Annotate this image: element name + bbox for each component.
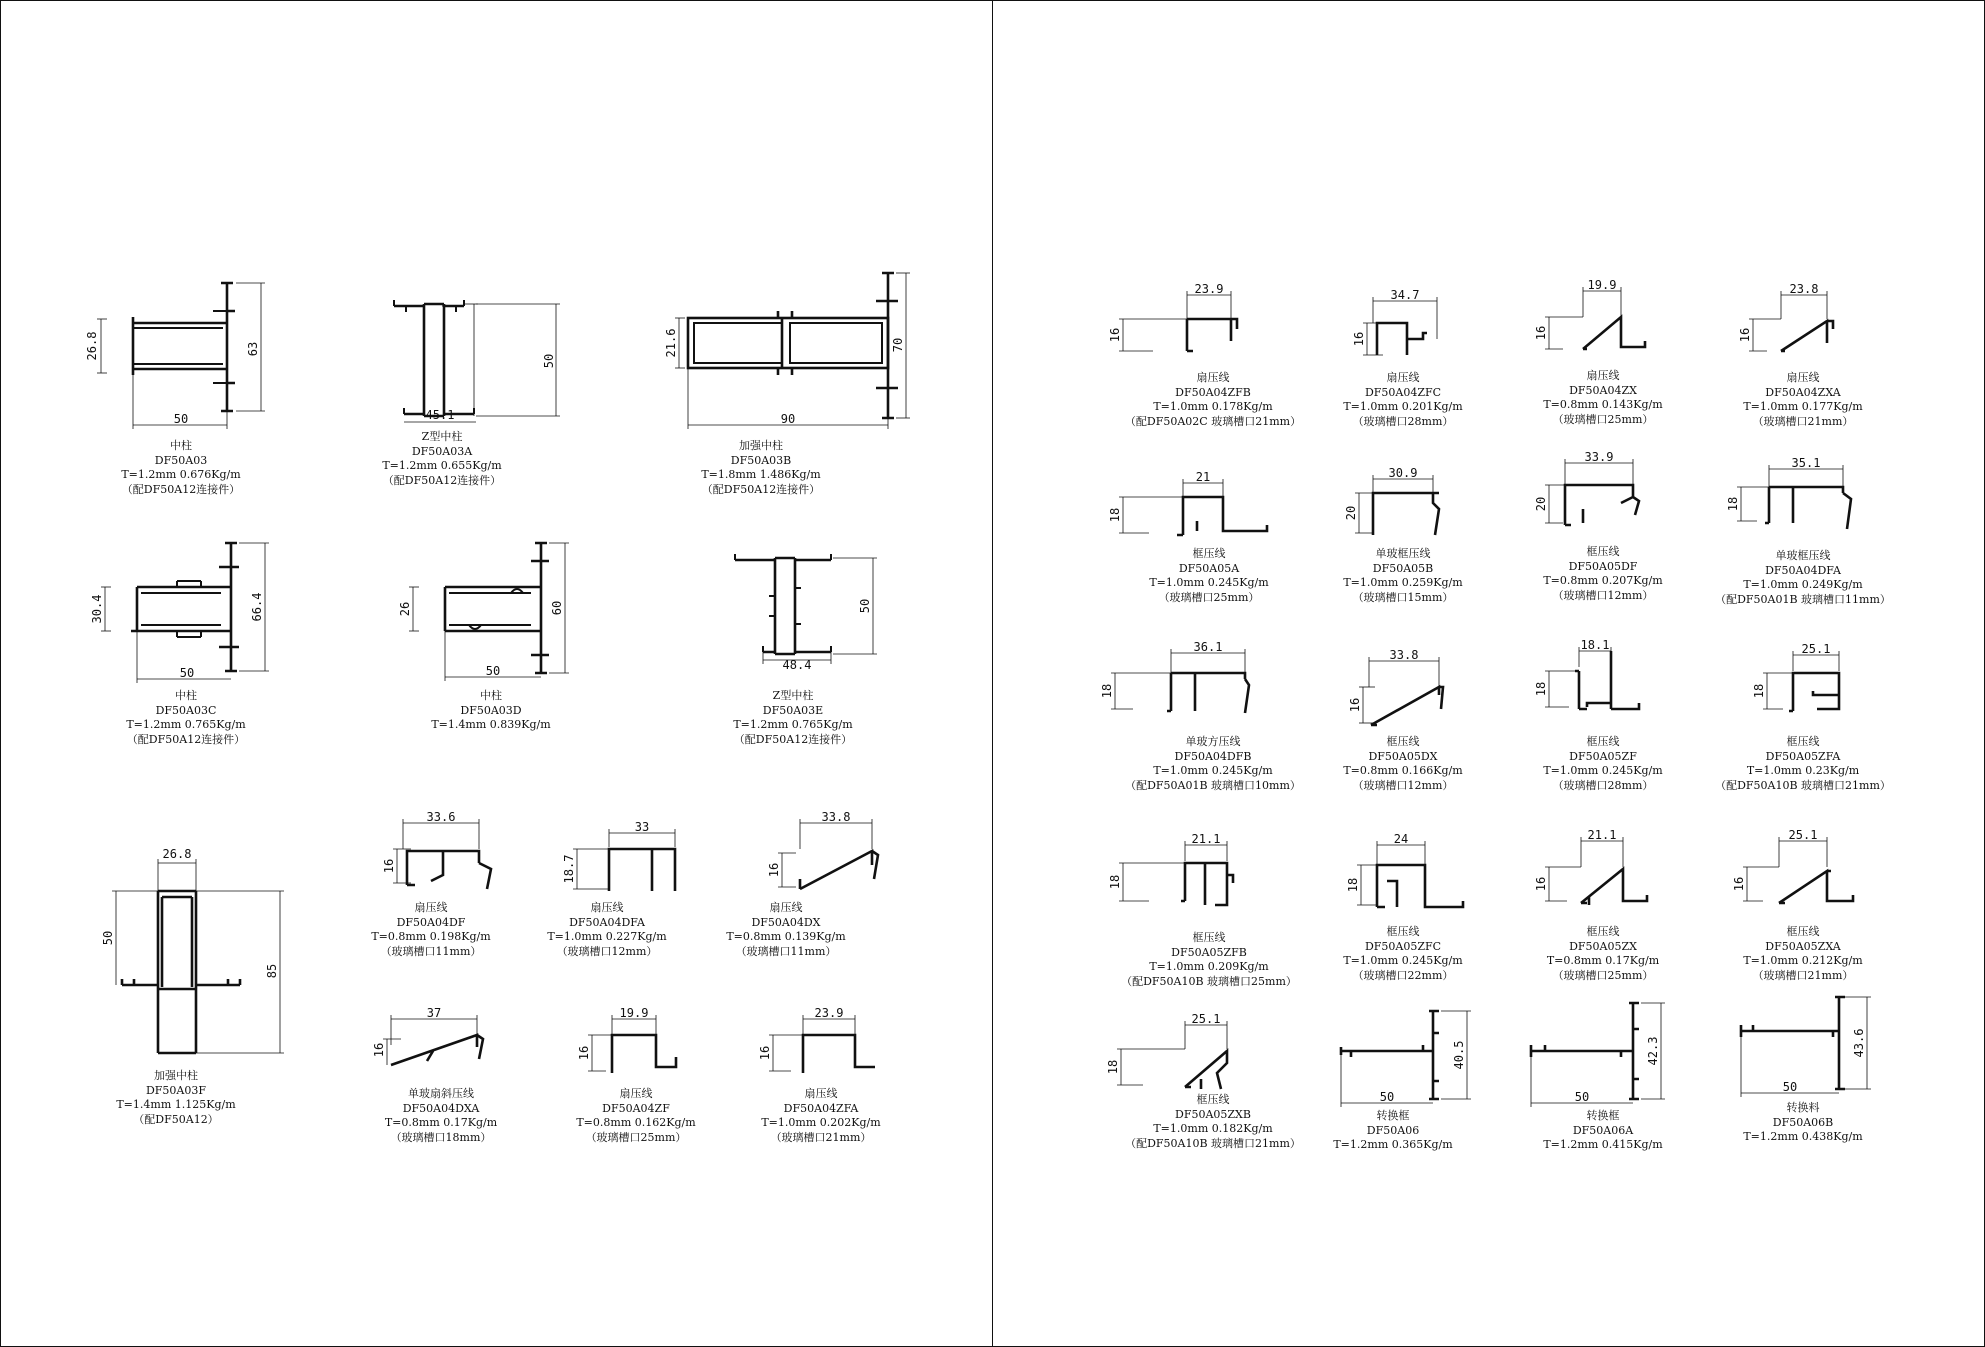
dimension-label: 50 xyxy=(1574,1090,1590,1104)
dimension-label: 30.4 xyxy=(90,594,104,624)
dimension-label: 70 xyxy=(891,337,905,353)
dimension-label: 50 xyxy=(485,664,501,678)
dimension-label: 16 xyxy=(1352,331,1366,347)
dimension-label: 16 xyxy=(767,862,781,878)
profile-code: DF50A06A xyxy=(1572,1123,1634,1137)
dimension-label: 60 xyxy=(550,600,564,616)
profile-note: （玻璃槽口11mm） xyxy=(380,944,482,958)
profile-name: Z型中柱 xyxy=(772,689,814,702)
dimension-label: 23.9 xyxy=(1194,282,1224,296)
profile-note: （玻璃槽口11mm） xyxy=(735,944,837,958)
profile-code: DF50A04DFA xyxy=(569,915,645,929)
profile-code: DF50A05ZFA xyxy=(1765,749,1841,763)
dimension-label: 25.1 xyxy=(1801,642,1831,656)
profile-code: DF50A03D xyxy=(460,703,522,717)
profile-note: （配DF50A10B 玻璃槽口25mm） xyxy=(1121,974,1297,988)
dimension-label: 50 xyxy=(101,930,115,946)
profile-spec: T=1.0mm 0.245Kg/m xyxy=(1543,764,1663,777)
profile-spec: T=1.0mm 0.202Kg/m xyxy=(761,1116,881,1129)
profile-drawing xyxy=(666,809,906,899)
profile-spec: T=1.4mm 0.839Kg/m xyxy=(431,718,551,731)
profile-code: DF50A04DXA xyxy=(402,1101,480,1115)
dimension-label: 50 xyxy=(179,666,195,680)
dimension-label: 18 xyxy=(1346,877,1360,893)
profile-code: DF50A05ZX xyxy=(1569,939,1637,953)
profile-note: （玻璃槽口28mm） xyxy=(1552,778,1654,792)
profile-code: DF50A04ZFB xyxy=(1175,385,1251,399)
dimension-label: 66.4 xyxy=(250,592,264,622)
profile-name: 扇压线 xyxy=(1586,369,1620,382)
profile-spec: T=1.0mm 0.178Kg/m xyxy=(1153,400,1273,413)
profile-spec: T=1.0mm 0.245Kg/m xyxy=(1149,576,1269,589)
dimension-label: 34.7 xyxy=(1390,288,1420,302)
profile-code: DF50A04ZFA xyxy=(783,1101,859,1115)
profile-note: （玻璃槽口25mm） xyxy=(585,1130,687,1144)
dimension-label: 16 xyxy=(1738,327,1752,343)
dimension-label: 21 xyxy=(1195,470,1211,484)
profile-note: （配DF50A02C 玻璃槽口21mm） xyxy=(1124,414,1302,428)
profile-drawing xyxy=(1683,991,1923,1111)
profile-note: （配DF50A01B 玻璃槽口11mm） xyxy=(1715,592,1891,606)
dimension-label: 18 xyxy=(1726,496,1740,512)
profile-note: （玻璃槽口25mm） xyxy=(1158,590,1260,604)
profile-name: 单玻方压线 xyxy=(1185,735,1241,748)
dimension-label: 21.6 xyxy=(664,328,678,358)
dimension-label: 18.7 xyxy=(562,854,576,884)
profile-drawing xyxy=(346,266,586,426)
dimension-label: 23.9 xyxy=(814,1006,844,1020)
dimension-label: 43.6 xyxy=(1852,1028,1866,1058)
dimension-label: 63 xyxy=(246,341,260,357)
dimension-label: 42.3 xyxy=(1646,1036,1660,1066)
profile-spec: T=1.0mm 0.249Kg/m xyxy=(1743,578,1863,591)
profile-code: DF50A04DF xyxy=(396,915,466,929)
profile-name: 加强中柱 xyxy=(154,1069,198,1082)
profile-spec: T=1.0mm 0.245Kg/m xyxy=(1153,764,1273,777)
dimension-label: 20 xyxy=(1534,496,1548,512)
profile-name: 框压线 xyxy=(1786,735,1820,748)
profile-name: 框压线 xyxy=(1586,925,1620,938)
profile-spec: T=0.8mm 0.198Kg/m xyxy=(371,930,491,943)
profile-note: （玻璃槽口22mm） xyxy=(1352,968,1454,982)
dimension-label: 16 xyxy=(1732,876,1746,892)
profile-spec: T=1.0mm 0.201Kg/m xyxy=(1343,400,1463,413)
profile-name: 扇压线 xyxy=(1786,371,1820,384)
dimension-label: 23.8 xyxy=(1789,282,1819,296)
profile-code: DF50A05ZFB xyxy=(1171,945,1247,959)
profile-code: DF50A04ZFC xyxy=(1364,385,1442,399)
profile-name: Z型中柱 xyxy=(421,430,463,443)
profile-code: DF50A03E xyxy=(762,703,824,717)
profile-code: DF50A05DX xyxy=(1368,749,1438,763)
profile-name: 框压线 xyxy=(1586,545,1620,558)
profile-spec: T=1.0mm 0.245Kg/m xyxy=(1343,954,1463,967)
dimension-label: 16 xyxy=(758,1045,772,1061)
profile-note: （玻璃槽口21mm） xyxy=(1752,968,1854,982)
profile-note: （配DF50A12连接件） xyxy=(126,732,246,746)
profile-name: 框压线 xyxy=(1192,547,1226,560)
profile-name: 单玻框压线 xyxy=(1775,549,1831,562)
profile-name: 扇压线 xyxy=(804,1087,838,1100)
profile-spec: T=1.0mm 0.209Kg/m xyxy=(1149,960,1269,973)
profile-spec: T=1.2mm 0.765Kg/m xyxy=(733,718,853,731)
profile-spec: T=1.2mm 0.438Kg/m xyxy=(1743,1130,1863,1143)
dimension-label: 90 xyxy=(780,412,796,426)
profile-name: 框压线 xyxy=(1786,925,1820,938)
profile-code: DF50A06 xyxy=(1366,1123,1420,1137)
profile-drawing xyxy=(61,531,301,691)
dimension-label: 33.6 xyxy=(426,810,456,824)
profile-drawing xyxy=(61,271,301,431)
dimension-label: 30.9 xyxy=(1388,466,1418,480)
profile-note: （配DF50A01B 玻璃槽口10mm） xyxy=(1125,778,1301,792)
profile-spec: T=0.8mm 0.162Kg/m xyxy=(576,1116,696,1129)
dimension-label: 16 xyxy=(1108,327,1122,343)
profile-spec: T=1.4mm 1.125Kg/m xyxy=(116,1098,236,1111)
dimension-label: 40.5 xyxy=(1452,1040,1466,1070)
profile-name: 扇压线 xyxy=(414,901,448,914)
profile-code: DF50A04DFB xyxy=(1174,749,1252,763)
profile-code: DF50A05DF xyxy=(1568,559,1638,573)
profile-spec: T=1.0mm 0.212Kg/m xyxy=(1743,954,1863,967)
dimension-label: 16 xyxy=(1534,325,1548,341)
profile-name: 单玻扇斜压线 xyxy=(408,1087,474,1100)
profile-code: DF50A05ZXB xyxy=(1175,1107,1251,1121)
profile-spec: T=0.8mm 0.207Kg/m xyxy=(1543,574,1663,587)
dimension-label: 33.9 xyxy=(1584,450,1614,464)
profile-code: DF50A04DFA xyxy=(1765,563,1841,577)
dimension-label: 18 xyxy=(1534,681,1548,697)
profile-name: 扇压线 xyxy=(1196,371,1230,384)
dimension-label: 50 xyxy=(1379,1090,1395,1104)
profile-code: DF50A03F xyxy=(145,1083,207,1097)
profile-note: （玻璃槽口15mm） xyxy=(1352,590,1454,604)
dimension-label: 48.4 xyxy=(782,658,812,672)
profile-note: （配DF50A10B 玻璃槽口21mm） xyxy=(1715,778,1891,792)
profile-code: DF50A04ZXA xyxy=(1765,385,1841,399)
profile-drawing xyxy=(1683,453,1923,553)
dimension-label: 33.8 xyxy=(821,810,851,824)
profile-spec: T=0.8mm 0.17Kg/m xyxy=(384,1116,498,1129)
profile-name: 转换框 xyxy=(1586,1109,1620,1122)
profile-note: （玻璃槽口12mm） xyxy=(1552,588,1654,602)
profile-spec: T=0.8mm 0.166Kg/m xyxy=(1343,764,1463,777)
profile-note: （玻璃槽口12mm） xyxy=(556,944,658,958)
profile-name: 中柱 xyxy=(175,689,197,702)
profile-note: （玻璃槽口25mm） xyxy=(1552,412,1654,426)
dimension-label: 25.1 xyxy=(1788,828,1818,842)
dimension-label: 18 xyxy=(1108,507,1122,523)
profile-code: DF50A04ZF xyxy=(602,1101,670,1115)
dimension-label: 18.1 xyxy=(1580,638,1610,652)
dimension-label: 33 xyxy=(634,820,650,834)
profile-code: DF50A05B xyxy=(1372,561,1434,575)
profile-code: DF50A05ZF xyxy=(1569,749,1637,763)
dimension-label: 26.8 xyxy=(85,331,99,361)
dimension-label: 18 xyxy=(1752,683,1766,699)
profile-code: DF50A06B xyxy=(1772,1115,1834,1129)
profile-spec: T=1.2mm 0.365Kg/m xyxy=(1333,1138,1453,1151)
dimension-label: 19.9 xyxy=(619,1006,649,1020)
dimension-label: 50 xyxy=(858,598,872,614)
profile-spec: T=1.8mm 1.486Kg/m xyxy=(701,468,821,481)
profile-name: 转换料 xyxy=(1786,1101,1820,1114)
dimension-label: 24 xyxy=(1393,832,1409,846)
dimension-label: 85 xyxy=(265,963,279,979)
profile-note: （配DF50A12连接件） xyxy=(701,482,821,496)
profile-code: DF50A05A xyxy=(1178,561,1240,575)
dimension-label: 33.8 xyxy=(1389,648,1419,662)
profile-code: DF50A03C xyxy=(155,703,217,717)
profile-spec: T=1.0mm 0.182Kg/m xyxy=(1153,1122,1273,1135)
profile-drawing xyxy=(1273,1003,1513,1113)
right-catalog-page xyxy=(992,0,1985,1347)
dimension-label: 37 xyxy=(426,1006,442,1020)
profile-drawing xyxy=(66,841,306,1081)
profile-name: 中柱 xyxy=(170,439,192,452)
dimension-label: 25.1 xyxy=(1191,1012,1221,1026)
dimension-label: 35.1 xyxy=(1791,456,1821,470)
profile-code: DF50A05ZFC xyxy=(1364,939,1442,953)
profile-name: 扇压线 xyxy=(619,1087,653,1100)
profile-note: （配DF50A12连接件） xyxy=(733,732,853,746)
profile-spec: T=0.8mm 0.17Kg/m xyxy=(1546,954,1660,967)
dimension-label: 16 xyxy=(1534,876,1548,892)
profile-name: 中柱 xyxy=(480,689,502,702)
dimension-label: 18 xyxy=(1108,874,1122,890)
profile-note: （玻璃槽口21mm） xyxy=(770,1130,872,1144)
dimension-label: 50 xyxy=(173,412,189,426)
profile-drawing xyxy=(651,263,911,443)
profile-name: 框压线 xyxy=(1386,735,1420,748)
profile-note: （玻璃槽口28mm） xyxy=(1352,414,1454,428)
profile-note: （玻璃槽口25mm） xyxy=(1552,968,1654,982)
profile-name: 单玻框压线 xyxy=(1375,547,1431,560)
profile-name: 扇压线 xyxy=(769,901,803,914)
dimension-label: 16 xyxy=(382,858,396,874)
profile-spec: T=1.2mm 0.415Kg/m xyxy=(1543,1138,1663,1151)
profile-note: （玻璃槽口18mm） xyxy=(390,1130,492,1144)
profile-name: 框压线 xyxy=(1196,1093,1230,1106)
profile-spec: T=1.0mm 0.259Kg/m xyxy=(1343,576,1463,589)
profile-code: DF50A04ZX xyxy=(1569,383,1637,397)
dimension-label: 16 xyxy=(372,1042,386,1058)
dimension-label: 18 xyxy=(1100,683,1114,699)
profile-spec: T=1.0mm 0.177Kg/m xyxy=(1743,400,1863,413)
profile-name: 扇压线 xyxy=(590,901,624,914)
dimension-label: 19.9 xyxy=(1587,278,1617,292)
dimension-label: 18 xyxy=(1106,1059,1120,1075)
dimension-label: 45.1 xyxy=(425,408,455,422)
dimension-label: 50 xyxy=(1782,1080,1798,1094)
dimension-label: 50 xyxy=(542,353,556,369)
profile-spec: T=1.2mm 0.676Kg/m xyxy=(121,468,241,481)
profile-name: 框压线 xyxy=(1192,931,1226,944)
dimension-label: 20 xyxy=(1344,505,1358,521)
profile-note: （玻璃槽口12mm） xyxy=(1352,778,1454,792)
profile-drawing xyxy=(701,1005,941,1095)
dimension-label: 26 xyxy=(398,601,412,617)
dimension-label: 21.1 xyxy=(1587,828,1617,842)
profile-spec: T=1.2mm 0.655Kg/m xyxy=(382,459,502,472)
dimension-label: 16 xyxy=(1348,697,1362,713)
profile-name: 加强中柱 xyxy=(739,439,783,452)
profile-name: 扇压线 xyxy=(1386,371,1420,384)
profile-drawing xyxy=(1683,827,1923,927)
profile-note: （配DF50A12连接件） xyxy=(121,482,241,496)
profile-code: DF50A03B xyxy=(730,453,792,467)
profile-code: DF50A03A xyxy=(411,444,473,458)
profile-spec: T=1.2mm 0.765Kg/m xyxy=(126,718,246,731)
profile-spec: T=1.0mm 0.227Kg/m xyxy=(547,930,667,943)
profile-name: 框压线 xyxy=(1586,735,1620,748)
dimension-label: 21.1 xyxy=(1191,832,1221,846)
dimension-label: 36.1 xyxy=(1193,640,1223,654)
profile-drawing xyxy=(681,546,921,696)
profile-code: DF50A03 xyxy=(154,453,208,467)
profile-drawing xyxy=(1683,641,1923,741)
profile-spec: T=0.8mm 0.139Kg/m xyxy=(726,930,846,943)
profile-note: （配DF50A10B 玻璃槽口21mm） xyxy=(1125,1136,1301,1150)
dimension-label: 26.8 xyxy=(162,847,192,861)
profile-note: （配DF50A12连接件） xyxy=(382,473,502,487)
profile-spec: T=1.0mm 0.23Kg/m xyxy=(1746,764,1860,777)
profile-code: DF50A05ZXA xyxy=(1765,939,1841,953)
profile-note: （配DF50A12） xyxy=(133,1112,219,1126)
profile-spec: T=0.8mm 0.143Kg/m xyxy=(1543,398,1663,411)
profile-code: DF50A04DX xyxy=(751,915,821,929)
profile-name: 框压线 xyxy=(1386,925,1420,938)
profile-name: 转换框 xyxy=(1376,1109,1410,1122)
profile-drawing xyxy=(351,531,591,691)
profile-drawing xyxy=(1683,279,1923,369)
profile-note: （玻璃槽口21mm） xyxy=(1752,414,1854,428)
dimension-label: 16 xyxy=(577,1045,591,1061)
